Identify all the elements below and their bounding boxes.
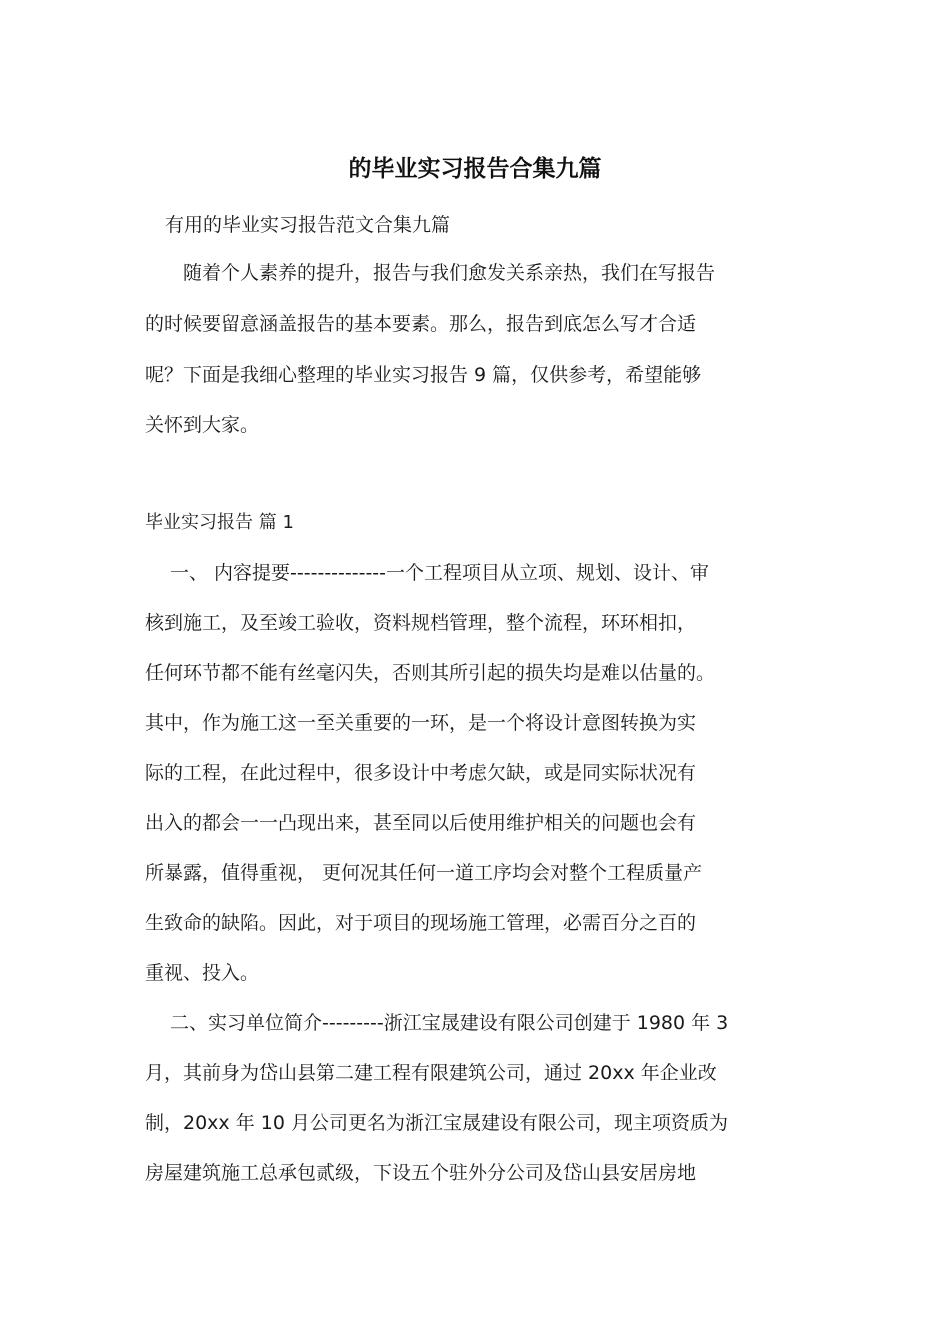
section-heading: 毕业实习报告 篇 1 bbox=[145, 512, 294, 533]
section2-line: 房屋建筑施工总承包贰级，下设五个驻外分公司及岱山县安居房地 bbox=[145, 1162, 697, 1184]
section1-line: 核到施工，及至竣工验收，资料规档管理，整个流程，环环相扣， bbox=[145, 612, 697, 634]
section1-line: 一、 内容提要--------------一个工程项目从立项、规划、设计、审 bbox=[170, 562, 710, 584]
document-title: 的毕业实习报告合集九篇 bbox=[348, 155, 602, 182]
section1-line: 出入的都会一一凸现出来，甚至同以后使用维护相关的问题也会有 bbox=[145, 812, 697, 834]
section1-line: 任何环节都不能有丝毫闪失，否则其所引起的损失均是难以估量的。 bbox=[145, 662, 716, 684]
section1-line: 际的工程，在此过程中，很多设计中考虑欠缺，或是同实际状况有 bbox=[145, 762, 697, 784]
intro-line: 关怀到大家。 bbox=[145, 414, 260, 436]
section2-line: 月，其前身为岱山县第二建工程有限建筑公司，通过 20xx 年企业改 bbox=[145, 1062, 717, 1084]
section1-line: 生致命的缺陷。因此，对于项目的现场施工管理，必需百分之百的 bbox=[145, 912, 697, 934]
intro-line: 呢？下面是我细心整理的毕业实习报告 9 篇，仅供参考，希望能够 bbox=[145, 364, 702, 386]
intro-line: 的时候要留意涵盖报告的基本要素。那么，报告到底怎么写才合适 bbox=[145, 313, 697, 335]
intro-line: 随着个人素养的提升，报告与我们愈发关系亲热，我们在写报告 bbox=[183, 262, 716, 284]
section2-line: 二、实习单位简介---------浙江宝晟建设有限公司创建于 1980 年 3 bbox=[170, 1012, 729, 1034]
section1-line: 所暴露，值得重视， 更何况其任何一道工序均会对整个工程质量产 bbox=[145, 862, 703, 884]
section2-line: 制，20xx 年 10 月公司更名为浙江宝晟建设有限公司，现主项资质为 bbox=[145, 1112, 728, 1134]
document-subtitle: 有用的毕业实习报告范文合集九篇 bbox=[165, 214, 451, 236]
section1-line: 其中，作为施工这一至关重要的一环，是一个将设计意图转换为实 bbox=[145, 712, 697, 734]
section1-line: 重视、投入。 bbox=[145, 962, 260, 984]
